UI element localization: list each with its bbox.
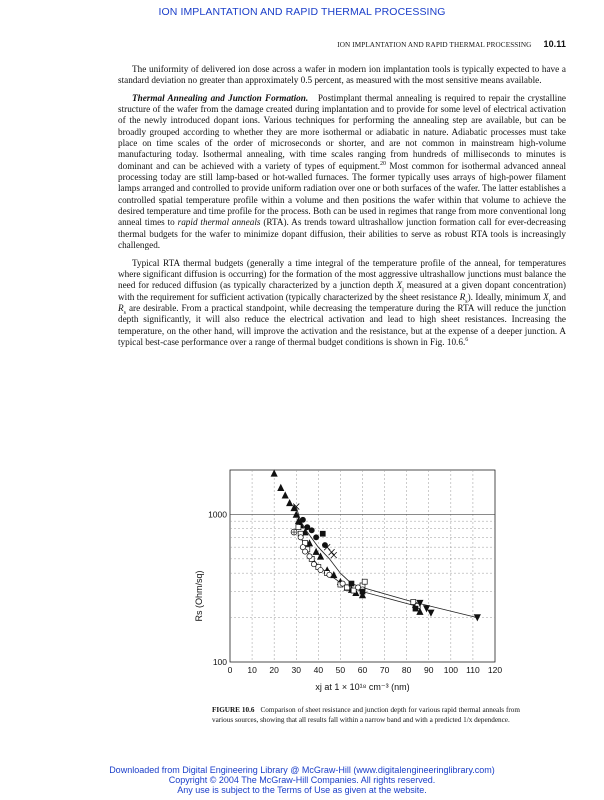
body-text — [118, 64, 566, 348]
x-tick-label: 10 — [247, 665, 257, 675]
data-point-circle — [309, 528, 314, 533]
data-point-circle — [327, 572, 332, 577]
page-number: 10.11 — [543, 39, 566, 49]
data-point-circle — [340, 581, 345, 586]
sheet-resistance-chart — [180, 462, 510, 707]
running-head-title: ION IMPLANTATION AND RAPID THERMAL PROCESSING — [337, 41, 532, 49]
data-point-circle — [300, 517, 305, 522]
x-tick-label: 110 — [466, 665, 480, 675]
figure-caption — [212, 706, 520, 725]
footer-line-2: Copyright © 2004 The McGraw-Hill Companies. All rights reserved. — [168, 775, 436, 785]
x-tick-label: 100 — [443, 665, 458, 675]
y-axis-label: Rs (Ohm/sq) — [194, 570, 204, 622]
data-point-circle — [318, 567, 323, 572]
download-footer — [0, 765, 604, 795]
document-banner: ION IMPLANTATION AND RAPID THERMAL PROCESSING — [158, 6, 446, 18]
caption-text: Comparison of sheet resistance and junction depth for various rapid thermal anneals from various sources, showing that all results fall within a narrow band and with a predicted 1/x dependence. — [212, 706, 520, 724]
paragraph-thermal-annealing: Thermal Annealing and Junction Formation. Postimplant thermal annealing is required to repair the crystalline structure of the wafer from the damage created during implantation and to provide for some level of electrical activation of the newly introduced dopant ions. Various techniques for performing the annealing step are available, but can be broadly grouped according to whether they are more isothermal or adiabatic in nature. Adiabatic processes must take place on time scales of the order of microseconds or shorter, and are not common in mainstream high-volume manufacturing today. Isothermal annealing, with time scales ranging from hundreds of milliseconds to minutes is dominant and can be achieved with a variety of types of equipment.$^{20}$ Most common for isothermal advanced anneal processing today are still lamp-based or hot-walled furnaces. The former typically uses arrays of high-power filament lamps arranged and controlled to provide uniform radiation over one or both surfaces of the wafer. The latter establishes a controlled spatial temperature profile within a volume and then positions the wafer within that volume to achieve the desired temperature and time profile for the process. Both can be used in regimes that range from more conventional long anneal times to rapid thermal anneals (RTA). As trends toward ultrashallow junction formation call for ever-decreasing thermal budgets for the wafer to minimize dopant diffusion, their abilities to serve as robust RTA tools is increasingly challenged. — [118, 92, 566, 251]
x-tick-label: 30 — [291, 665, 301, 675]
paragraph-rta-budgets: Typical RTA thermal budgets (generally a time integral of the temperature profile of the anneal, for temperatures where significant diffusion is occurring) for the formation of the most aggressive ultrashallow junctions must balance the need for reduced diffusion (as typically characterized by a junction depth $X_j$ measured at a given dopant concentration) with the requirement for sufficient activation (typically characterized by the sheet resistance $R_s$). Ideally, minimum $X_j$ and $R_s$ are desirable. From a practical standpoint, while decreasing the temperature during the RTA will reduce the junction depth significantly, it will also reduce the electrical activation and lead to high sheet resistances. Increasing the temperature, on the other hand, will improve the activation and the resistance, but at the expense of a deeper junction. A typical best-case performance over a range of thermal budget conditions is shown in Fig. 10.6.$^6$ — [118, 257, 567, 347]
paragraph-uniformity: The uniformity of delivered ion dose across a wafer in modern ion implantation tools is typically expected to have a standard deviation no greater than approximately 0.5 percent, as measured with the most sensitive means available. — [118, 64, 566, 86]
data-point-circle — [307, 554, 312, 559]
data-point-circle — [302, 549, 307, 554]
data-point-circle — [311, 562, 316, 567]
run-in-heading: Thermal Annealing and Junction Formation. — [132, 92, 309, 103]
y-tick-label: 1000 — [208, 509, 227, 520]
x-tick-label: 0 — [227, 665, 233, 675]
reference-6: 6 — [465, 336, 469, 343]
data-point-square — [351, 588, 356, 593]
x-tick-label: 70 — [379, 665, 390, 675]
data-point-circle — [314, 535, 319, 540]
running-head — [118, 39, 566, 49]
data-point-square — [320, 531, 325, 536]
data-point-square — [296, 525, 301, 530]
data-point-square — [360, 589, 365, 594]
reference-20: 20 — [379, 160, 386, 167]
x-tick-label: 120 — [487, 665, 503, 675]
x-tick-label: 50 — [335, 665, 346, 675]
x-tick-label: 90 — [424, 665, 434, 675]
x-axis-label: xj at 1 × 10¹⁸ cm⁻³ (nm) — [315, 682, 410, 692]
figure-10-6 — [180, 462, 510, 707]
footer-line-1: Downloaded from Digital Engineering Library @ McGraw-Hill (www.digitalengineeringlibrary.com) — [109, 765, 495, 775]
x-tick-label: 80 — [401, 665, 412, 675]
data-point-square — [349, 581, 354, 586]
data-point-circle-plus — [291, 529, 297, 535]
x-tick-label: 60 — [357, 665, 368, 675]
data-point-square — [413, 606, 418, 611]
caption-label: FIGURE 10.6 — [212, 706, 255, 714]
x-tick-label: 40 — [313, 665, 324, 675]
data-point-square — [362, 579, 367, 584]
data-point-circle — [298, 535, 303, 540]
x-tick-label: 20 — [269, 665, 279, 675]
footer-line-3: Any use is subject to the Terms of Use as given at the website. — [177, 785, 427, 795]
y-tick-label: 100 — [212, 657, 227, 667]
